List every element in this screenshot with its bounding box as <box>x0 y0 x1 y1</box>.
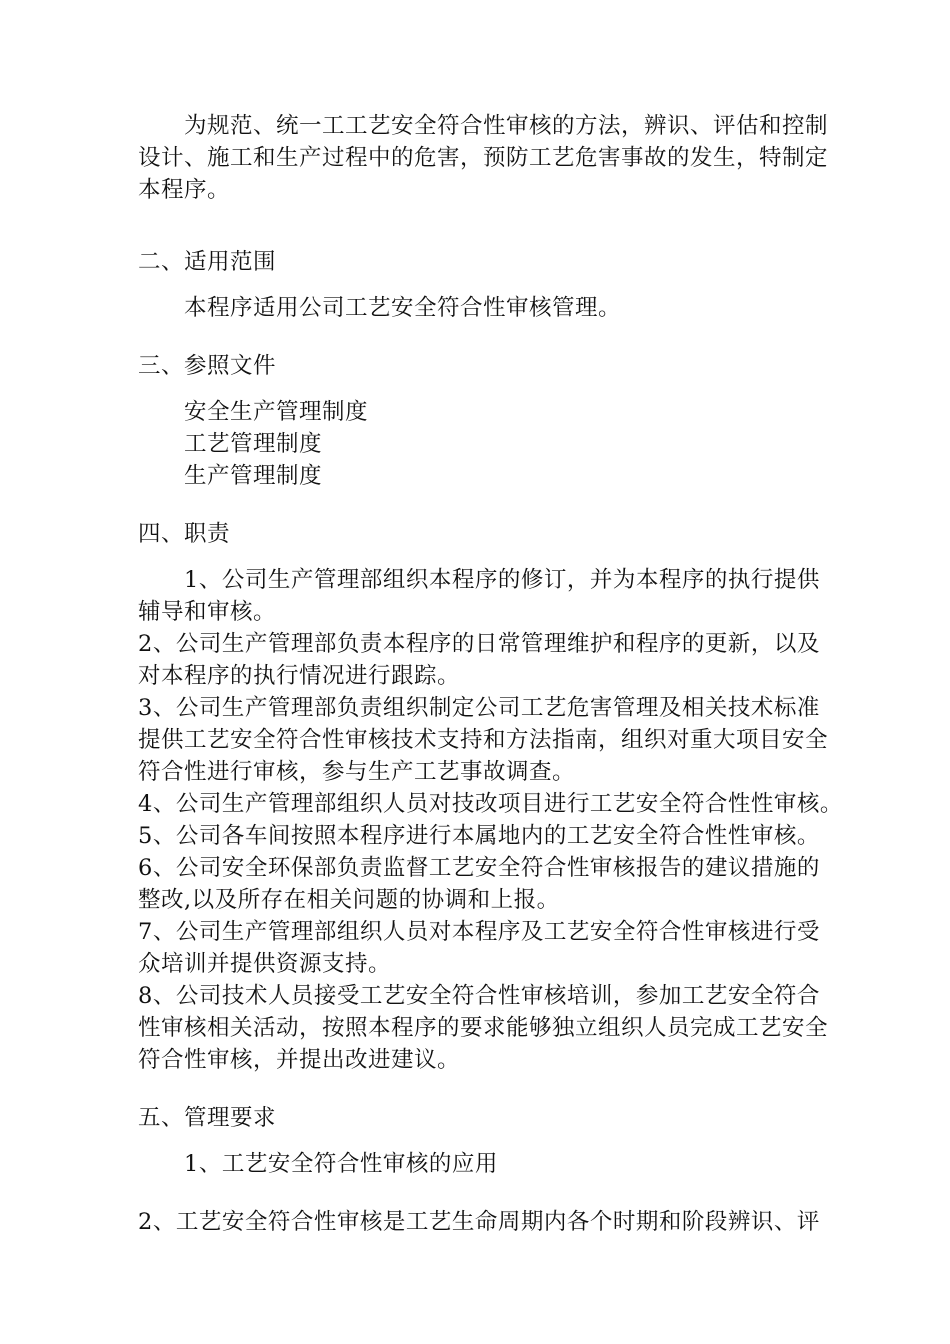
intro-line: 本程序。 <box>138 177 231 203</box>
document-page <box>138 110 843 1238</box>
responsibility-line: 1、公司生产管理部组织本程序的修订，并为本程序的执行提供 <box>184 567 820 593</box>
section-heading-references: 三、参照文件 <box>138 353 277 379</box>
management-item: 2、工艺安全符合性审核是工艺生命周期内各个时期和阶段辨识、评 <box>138 1209 820 1235</box>
responsibility-line: 对本程序的执行情况进行跟踪。 <box>138 663 461 689</box>
responsibility-line: 整改,以及所存在相关问题的协调和上报。 <box>138 887 560 913</box>
management-item: 1、工艺安全符合性审核的应用 <box>184 1151 498 1177</box>
responsibility-line: 性审核相关活动，按照本程序的要求能够独立组织人员完成工艺安全 <box>138 1015 829 1041</box>
responsibility-line: 5、公司各车间按照本程序进行本属地内的工艺安全符合性性审核。 <box>138 823 820 849</box>
reference-item: 安全生产管理制度 <box>184 399 369 425</box>
responsibility-line: 7、公司生产管理部组织人员对本程序及工艺安全符合性审核进行受 <box>138 919 820 945</box>
responsibility-line: 3、公司生产管理部负责组织制定公司工艺危害管理及相关技术标准 <box>138 695 820 721</box>
responsibility-line: 辅导和审核。 <box>138 599 277 625</box>
responsibility-line: 6、公司安全环保部负责监督工艺安全符合性审核报告的建议措施的 <box>138 855 820 881</box>
reference-list <box>138 396 814 492</box>
section-heading-scope: 二、适用范围 <box>138 249 277 275</box>
intro-paragraph <box>138 110 829 206</box>
responsibility-line: 众培训并提供资源支持。 <box>138 951 392 977</box>
reference-item: 生产管理制度 <box>184 463 323 489</box>
responsibility-line: 2、公司生产管理部负责本程序的日常管理维护和程序的更新，以及 <box>138 631 820 657</box>
responsibility-line: 8、公司技术人员接受工艺安全符合性审核培训，参加工艺安全符合 <box>138 983 820 1009</box>
section-heading-responsibilities: 四、职责 <box>138 521 231 547</box>
intro-line: 为规范、统一工工艺安全符合性审核的方法，辨识、评估和控制 <box>184 113 829 139</box>
scope-text: 本程序适用公司工艺安全符合性审核管理。 <box>184 295 622 321</box>
section-heading-management: 五、管理要求 <box>138 1105 277 1131</box>
responsibility-line: 符合性进行审核，参与生产工艺事故调查。 <box>138 759 576 785</box>
responsibilities-list <box>138 564 843 1076</box>
responsibility-line: 符合性审核，并提出改进建议。 <box>138 1047 461 1073</box>
intro-line: 设计、施工和生产过程中的危害，预防工艺危害事故的发生，特制定 <box>138 145 829 171</box>
responsibility-line: 提供工艺安全符合性审核技术支持和方法指南，组织对重大项目安全 <box>138 727 829 753</box>
reference-item: 工艺管理制度 <box>184 431 323 457</box>
responsibility-line: 4、公司生产管理部组织人员对技改项目进行工艺安全符合性性审核。 <box>138 791 843 817</box>
